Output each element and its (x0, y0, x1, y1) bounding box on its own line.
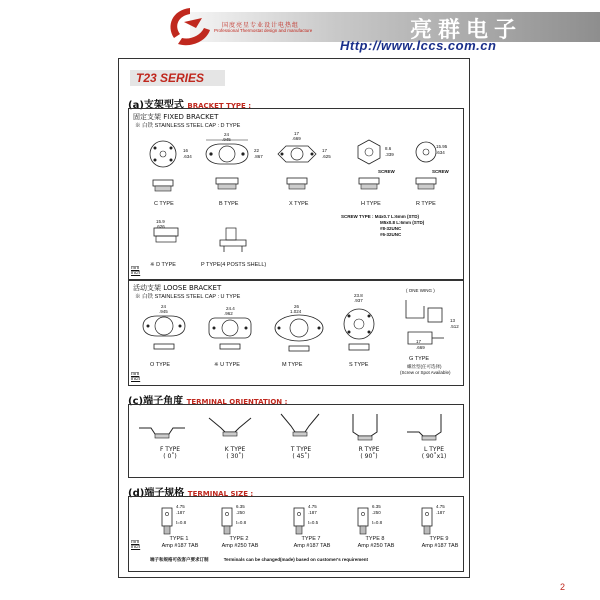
unit-mm: mm (131, 371, 140, 377)
loose-title-cn: 活动支架 (133, 284, 161, 292)
c-dim-side2: .634 (183, 154, 192, 159)
series-title (130, 70, 225, 86)
g-dim-r2: .512 (450, 324, 459, 329)
page-header (0, 0, 600, 55)
h-type-label: H TYPE (361, 201, 381, 207)
x-type-drawing (272, 138, 322, 198)
unit-mm: mm (131, 539, 140, 545)
k-orient (218, 446, 252, 460)
terminal-units (131, 540, 140, 550)
k-orient-angle: ( 30˚) (226, 453, 244, 460)
terminal-tab-icon (356, 506, 372, 536)
terminal-width: 6.35 (236, 504, 245, 509)
r-orient-type: R TYPE (358, 446, 380, 453)
s-dim-top: 23.8 (354, 293, 363, 298)
f-orient-type: F TYPE (159, 446, 181, 453)
loose-cap-en: STAINLESS STEEL CAP : U TYPE (154, 294, 241, 300)
terminal-thickness: t=0.8 (372, 520, 383, 525)
terminal-width: 4.75 (308, 504, 317, 509)
terminal-3 (284, 500, 340, 556)
m-dim-top: 26 (294, 304, 300, 309)
m-type-label: M TYPE (282, 362, 303, 368)
f-type-drawing (137, 418, 187, 442)
section-a-cn: 支架型式 (143, 100, 184, 111)
loose-title-en: LOOSE BRACKET (163, 284, 222, 292)
g-dim-side2: .669 (416, 345, 425, 350)
fixed-cap-en: STAINLESS STEEL CAP : D TYPE (154, 123, 241, 129)
company-logo-icon (160, 4, 220, 50)
c-type-drawing (145, 138, 185, 198)
terminal-amp: Amp #250 TAB (357, 543, 395, 549)
terminal-width-inch: .187 (436, 510, 445, 515)
h-dim-side: 8.6 (385, 146, 392, 151)
terminal-tab-icon (420, 506, 436, 536)
terminal-width-inch: .250 (372, 510, 381, 515)
k-orient-type: K TYPE (224, 446, 246, 453)
m-dim-top2: 1.024 (290, 309, 302, 314)
u-dim-top: 24.4 (226, 306, 235, 311)
terminal-amp: Amp #250 TAB (221, 543, 259, 549)
s-type-drawing (336, 306, 382, 360)
unit-inch: inch (131, 376, 141, 382)
footer-note (150, 557, 368, 563)
fixed-title-cn: 固定支架 (133, 113, 161, 121)
l-orient (414, 446, 454, 460)
fixed-units (131, 266, 140, 276)
terminal-type: TYPE 9 (429, 536, 449, 542)
o-dim-top: 24 (161, 304, 167, 309)
g-dim-side: 17 (416, 339, 422, 344)
screw-type-list (341, 214, 424, 238)
footer-note-en: Terminals can be changed(made) based on customer's requirement (223, 557, 369, 562)
terminal-tab-icon (292, 506, 308, 536)
screw-label-h: SCREW (378, 169, 395, 174)
terminal-thickness: t=0.5 (308, 520, 319, 525)
unit-mm: mm (131, 265, 140, 271)
terminal-width: 4.75 (436, 504, 445, 509)
d-dim-top: 15.9 (156, 219, 165, 224)
l-orient-angle: ( 90˚x1) (421, 453, 447, 460)
g-note-cn: 螺丝型(任可选择) (407, 364, 442, 369)
terminal-1 (152, 500, 208, 556)
r-dim-side2: .634 (436, 150, 445, 155)
r-type-label: R TYPE (416, 201, 436, 207)
x-dim-side2: .625 (322, 154, 331, 159)
header-tagline-en: Professional Thermostat design and manufacture (214, 28, 313, 33)
u-type-drawing (205, 312, 255, 358)
g-type-drawing (398, 296, 458, 356)
terminal-width-inch: .250 (236, 510, 245, 515)
m-type-drawing (272, 310, 326, 358)
section-c-en: TERMINAL ORIENTATION : (186, 398, 288, 406)
brand-name-cn: 亮群电子 (409, 18, 522, 43)
g-type-label: G TYPE (409, 356, 430, 362)
terminal-width-inch: .187 (308, 510, 317, 515)
terminal-width-inch: .187 (176, 510, 185, 515)
terminal-type: TYPE 7 (301, 536, 321, 542)
d-type-label: ※ D TYPE (150, 262, 176, 268)
loose-units (131, 372, 140, 382)
u-dim-top2: .962 (224, 311, 233, 316)
screw-type-label: SCREW TYPE : (341, 214, 374, 219)
c-dim-side: 16 (183, 148, 189, 153)
section-a-prefix: (a) (128, 100, 144, 111)
loose-cap-note (135, 292, 240, 300)
terminal-type: TYPE 2 (229, 536, 249, 542)
screw-type-3: #8-32UNC (380, 226, 402, 231)
terminal-amp: Amp #187 TAB (161, 543, 199, 549)
terminal-5 (412, 500, 468, 556)
l-orient-type: L TYPE (424, 446, 444, 453)
g-dim-r: 13 (450, 318, 456, 323)
fixed-cap-cn: 白铁 (142, 123, 154, 129)
terminal-type: TYPE 1 (169, 536, 189, 542)
terminal-amp: Amp #187 TAB (421, 543, 459, 549)
terminal-amp: Amp #187 TAB (293, 543, 331, 549)
screw-type-2: M5x0.8 L:6mm (STD) (380, 220, 425, 225)
terminal-4 (348, 500, 404, 556)
h-dim-side2: .339 (385, 152, 394, 157)
b-dim-side2: .867 (254, 154, 263, 159)
terminal-thickness: t=0.8 (236, 520, 247, 525)
series-title-text: T23 SERIES (136, 71, 205, 85)
t-orient-type: T TYPE (290, 446, 312, 453)
terminal-tab-icon (220, 506, 236, 536)
t-orient (284, 446, 318, 460)
page-number: 2 (560, 582, 566, 592)
unit-inch: inch (131, 544, 141, 550)
section-d-en: TERMINAL SIZE : (187, 490, 254, 498)
x-dim-side: 17 (322, 148, 328, 153)
t-type-drawing (275, 410, 325, 442)
screw-type-1: M4x0.7 L:6mm (STD) (374, 214, 420, 219)
o-type-drawing (141, 310, 187, 356)
s-dim-top2: .937 (354, 298, 363, 303)
unit-inch: inch (131, 270, 141, 276)
s-type-label: S TYPE (349, 362, 369, 368)
r-dim-side: 15.95 (436, 144, 448, 149)
r-orient-angle: ( 90˚) (360, 453, 378, 460)
fixed-cap-prefix: ※ (135, 123, 141, 129)
c-type-label: C TYPE (154, 201, 174, 207)
f-orient (155, 446, 185, 460)
f-orient-angle: ( 0˚) (163, 453, 177, 460)
d-dim-top2: .626 (156, 224, 165, 229)
o-type-label: O TYPE (150, 362, 171, 368)
terminal-thickness: t=0.8 (176, 520, 187, 525)
b-type-label: B TYPE (219, 201, 239, 207)
x-dim-top2: .669 (292, 136, 301, 141)
screw-label-r: SCREW (432, 169, 449, 174)
x-type-label: X TYPE (289, 201, 309, 207)
r-orient-drawing (345, 410, 385, 444)
terminal-width: 4.75 (176, 504, 185, 509)
terminal-width: 6.35 (372, 504, 381, 509)
b-type-drawing (202, 134, 252, 198)
b-dim-side: 22 (254, 148, 260, 153)
fixed-title-en: FIXED BRACKET (163, 113, 219, 121)
section-a-en: BRACKET TYPE : (187, 102, 252, 110)
section-d-prefix: (d) (128, 488, 145, 499)
one-wing-label: ( ONE WING ) (406, 288, 435, 293)
h-type-drawing (354, 136, 384, 198)
loose-cap-prefix: ※ (135, 294, 141, 300)
u-type-label: ※ U TYPE (214, 362, 240, 368)
screw-type-4: #6-32UNC (380, 232, 402, 237)
t-orient-angle: ( 45˚) (292, 453, 310, 460)
terminal-2 (212, 500, 268, 556)
r-orient (352, 446, 386, 460)
o-dim-top2: .945 (159, 309, 168, 314)
section-c-cn: 端子角度 (143, 396, 184, 407)
p-type-label: P TYPE(4 POSTS SHELL) (201, 262, 267, 268)
g-note-en: (Screw or Spot Available) (400, 370, 451, 375)
b-dim-top: 24 (224, 132, 230, 137)
l-type-drawing (405, 410, 453, 444)
loose-cap-cn: 白铁 (142, 294, 154, 300)
website-url[interactable]: Http://www.lccs.com.cn (340, 38, 497, 53)
terminal-type: TYPE 8 (365, 536, 385, 542)
section-c-prefix: (c) (128, 396, 144, 407)
section-d-cn: 端子规格 (144, 488, 185, 499)
p-type-drawing (218, 226, 248, 256)
k-type-drawing (205, 412, 255, 442)
terminal-tab-icon (160, 506, 176, 536)
b-dim-top2: .945 (222, 137, 231, 142)
header-tagline-cn: 国度亮星专业设计电热组 (222, 22, 300, 29)
x-dim-top: 17 (294, 131, 300, 136)
fixed-cap-note (135, 121, 240, 129)
footer-note-cn: 端子和规格可依客户要求订制 (150, 557, 209, 562)
